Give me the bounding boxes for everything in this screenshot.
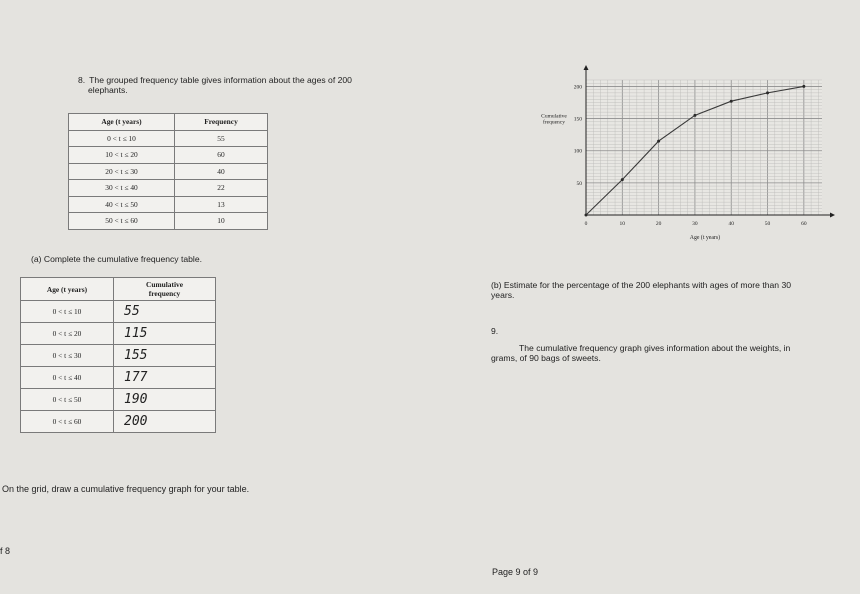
- cf-answer-cell[interactable]: 190: [114, 389, 216, 411]
- grid-instruction: On the grid, draw a cumulative frequency graph for your table.: [2, 484, 250, 494]
- question-text-line1: The grouped frequency table gives information about the ages of 200: [89, 75, 352, 85]
- part-b-line2: years.: [491, 290, 515, 300]
- frequency-cell: 40: [175, 163, 268, 180]
- age-cell: 0 < t ≤ 40: [21, 367, 114, 389]
- x-tick-label: 60: [801, 221, 807, 227]
- y-axis-label-line2: frequency: [543, 119, 565, 126]
- part-b-question: [491, 280, 851, 300]
- age-cell: 40 < t ≤ 50: [69, 196, 175, 213]
- table-row: [69, 196, 268, 213]
- age-cell: 20 < t ≤ 30: [69, 163, 175, 180]
- question-9-line1: The cumulative frequency graph gives information about the weights, in: [519, 343, 791, 353]
- question-text-line2: elephants.: [88, 84, 128, 95]
- age-cell: 50 < t ≤ 60: [69, 213, 175, 230]
- y-axis-label-line1: Cumulative: [541, 113, 567, 120]
- table-row: [21, 389, 216, 411]
- age-cell: 30 < t ≤ 40: [69, 180, 175, 197]
- age-cell: 0 < t ≤ 10: [69, 130, 175, 147]
- x-tick-label: 10: [619, 221, 626, 227]
- x-tick-label: 40: [728, 221, 734, 227]
- y-tick-label: 50: [576, 180, 582, 187]
- header-cumulative-frequency: [114, 278, 216, 301]
- x-axis-label: Age (t years): [689, 235, 721, 241]
- data-point: [766, 91, 769, 94]
- x-axis-arrow: [830, 213, 835, 218]
- question-9-number: 9.: [491, 326, 499, 336]
- frequency-cell: 22: [175, 180, 268, 197]
- question-number: 8.: [78, 75, 86, 85]
- table-row: [69, 130, 268, 147]
- table-row: [69, 180, 268, 197]
- age-cell: 0 < t ≤ 50: [21, 389, 114, 411]
- x-tick-label: 0: [584, 221, 588, 227]
- age-cell: 0 < t ≤ 20: [21, 323, 114, 345]
- age-cell: 10 < t ≤ 20: [69, 147, 175, 164]
- cf-answer-cell[interactable]: 155: [114, 345, 216, 367]
- header-cf-line2: frequency: [148, 289, 181, 298]
- page-number: Page 9 of 9: [492, 567, 539, 577]
- cumulative-frequency-table: [20, 277, 216, 433]
- cf-answer-cell[interactable]: 177: [114, 367, 216, 389]
- header-age: Age (t years): [21, 278, 114, 301]
- x-tick-label: 30: [692, 221, 698, 227]
- x-tick-label: 50: [764, 221, 771, 227]
- table-header-row: [21, 278, 216, 301]
- question-8: [78, 76, 398, 95]
- table-row: [69, 163, 268, 180]
- x-tick-label: 20: [655, 221, 662, 227]
- age-cell: 0 < t ≤ 30: [21, 345, 114, 367]
- frequency-cell: 10: [175, 213, 268, 230]
- y-tick-label: 150: [573, 116, 582, 123]
- grouped-frequency-table: [68, 113, 268, 230]
- data-point: [802, 85, 805, 88]
- table-header-row: [69, 114, 268, 131]
- age-cell: 0 < t ≤ 10: [21, 301, 114, 323]
- data-point: [657, 140, 660, 143]
- frequency-cell: 60: [175, 147, 268, 164]
- table-row: [21, 345, 216, 367]
- part-a-instruction: (a) Complete the cumulative frequency table.: [31, 254, 203, 264]
- table-row: [21, 367, 216, 389]
- frequency-cell: 13: [175, 196, 268, 213]
- previous-page-footer: f 8: [0, 546, 11, 556]
- frequency-cell: 55: [175, 130, 268, 147]
- header-age: Age (t years): [69, 114, 175, 131]
- question-9-line2: grams, of 90 bags of sweets.: [491, 353, 601, 363]
- table-row: [21, 301, 216, 323]
- cumulative-frequency-chart: [500, 60, 840, 245]
- y-tick-label: 200: [573, 84, 582, 91]
- data-point: [693, 114, 696, 117]
- data-point: [621, 178, 624, 181]
- y-axis-arrow: [584, 65, 589, 70]
- table-row: [69, 213, 268, 230]
- cf-answer-cell[interactable]: 55: [114, 301, 216, 323]
- header-cf-line1: Cumulative: [146, 280, 183, 289]
- data-point: [585, 214, 588, 217]
- table-row: [21, 323, 216, 345]
- part-b-line1: (b) Estimate for the percentage of the 200 elephants with ages of more than 30: [491, 280, 792, 290]
- question-9: [491, 343, 856, 363]
- table-row: [21, 411, 216, 433]
- cf-answer-cell[interactable]: 115: [114, 323, 216, 345]
- data-point: [730, 100, 733, 103]
- y-tick-label: 100: [573, 148, 582, 155]
- age-cell: 0 < t ≤ 60: [21, 411, 114, 433]
- header-frequency: Frequency: [175, 114, 268, 131]
- cf-answer-cell[interactable]: 200: [114, 411, 216, 433]
- table-row: [69, 147, 268, 164]
